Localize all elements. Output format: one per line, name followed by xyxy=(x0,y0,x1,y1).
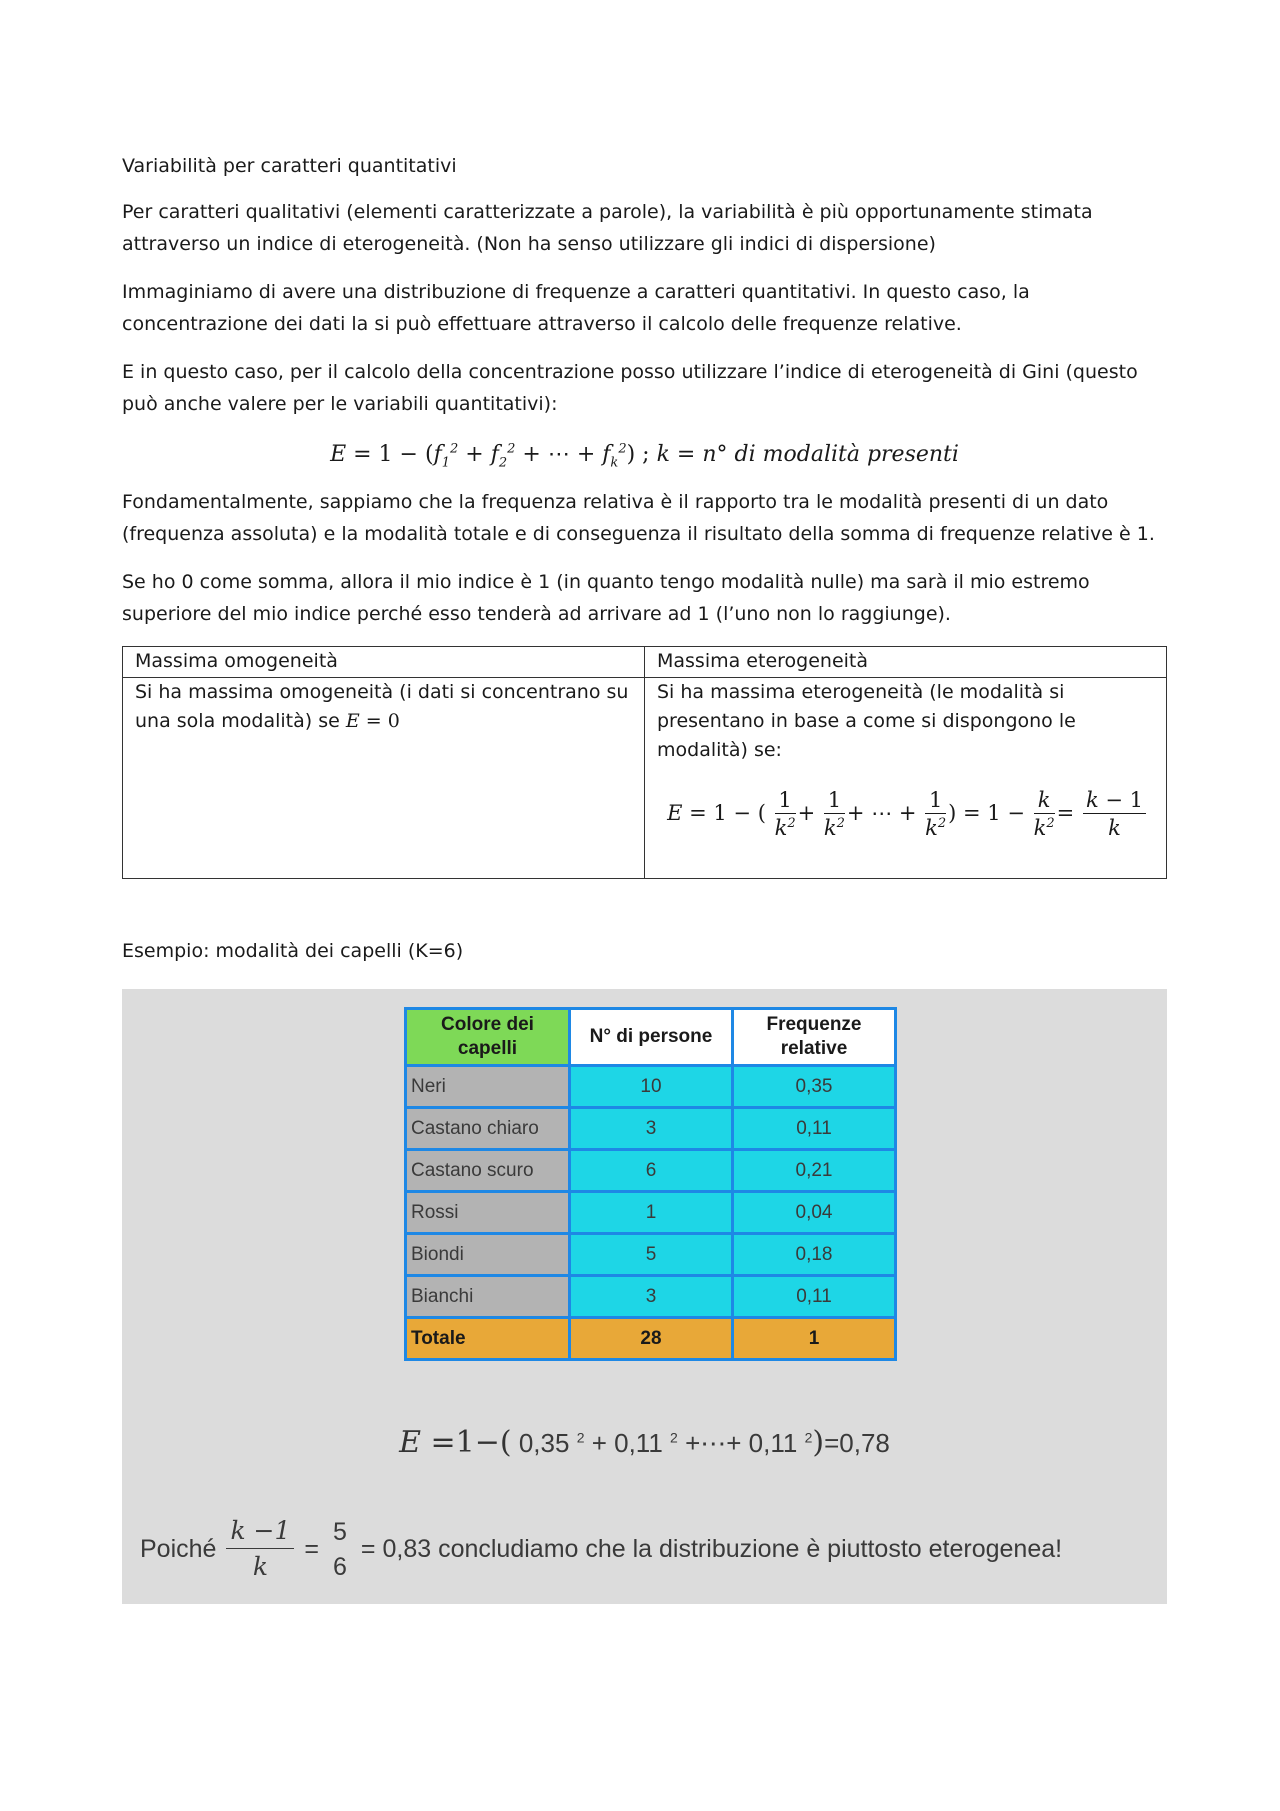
comparison-right-cell xyxy=(645,678,1167,879)
row-count: 3 xyxy=(570,1276,733,1318)
row-count: 10 xyxy=(570,1066,733,1108)
fraction-den: 6 xyxy=(333,1552,347,1581)
paragraph-relative-frequency: Fondamentalmente, sappiamo che la frequenza relativa è il rapporto tra le modalità presenti di un dato (frequenza assoluta) e la modalità totale e di conseguenza il risultato della somma di frequenze relative è 1. xyxy=(122,491,1155,545)
example-formula: E =1−( 0,35 $^2$ + 0,11 $^2$ +⋯+ 0,11 $^2$)=0,78 xyxy=(399,1425,890,1460)
total-count: 28 xyxy=(570,1318,733,1360)
example-title: Esempio: modalità dei capelli (K=6) xyxy=(122,940,464,962)
table-row xyxy=(406,1234,896,1276)
total-frequency: 1 xyxy=(733,1318,896,1360)
paragraph-qualitative: Per caratteri qualitativi (elementi caratterizzate a parole), la variabilità è più opportunamente stimata attraverso un indice di eterogeneità. (Non ha senso utilizzare gli indici di dispersione) xyxy=(122,201,1093,255)
row-count: 3 xyxy=(570,1108,733,1150)
row-label: Rossi xyxy=(406,1192,570,1234)
row-label: Castano scuro xyxy=(406,1150,570,1192)
row-frequency: 0,11 xyxy=(733,1276,896,1318)
row-label: Bianchi xyxy=(406,1276,570,1318)
comparison-left-body: Si ha massima omogeneità (i dati si concentrano su una sola modalità) se xyxy=(135,681,629,732)
comparison-right-header: Massima eterogeneità xyxy=(645,647,1167,678)
row-frequency: 0,18 xyxy=(733,1234,896,1276)
max-heterogeneity-formula: E = 1 − ( $\frac{1}{k^2}$ + $\frac{1}{k^2}$ + ⋯ + $\frac{1}{k^2}$ ) = 1 − $\frac{k}{k^2}$ = $\frac{k - 1}{k}$ xyxy=(657,787,1154,842)
header-colore: Colore dei capelli xyxy=(406,1009,570,1066)
gini-formula-tail: n° di modalità presenti xyxy=(702,442,959,467)
row-count: 6 xyxy=(570,1150,733,1192)
section-title: Variabilità per caratteri quantitativi xyxy=(122,155,457,177)
fraction-num: 5 xyxy=(333,1517,347,1546)
row-count: 5 xyxy=(570,1234,733,1276)
header-persone: N° di persone xyxy=(570,1009,733,1066)
row-frequency: 0,04 xyxy=(733,1192,896,1234)
omogeneity-condition: E = 0 xyxy=(345,710,400,732)
row-label: Castano chiaro xyxy=(406,1108,570,1150)
eq-result: =0,78 xyxy=(824,1428,890,1458)
comparison-right-body: Si ha massima eterogeneità (le modalità si presentano in base a come si dispongono le modalità) se: xyxy=(657,681,1076,761)
paragraph-upper-bound: Se ho 0 come somma, allora il mio indice è 1 (in quanto tengo modalità nulle) ma sarà il mio estremo superiore del mio indice perché esso tenderà ad arrivare ad 1 (l’uno non lo raggiunge). xyxy=(122,571,1090,625)
eq-term-first: 0,35 xyxy=(518,1428,570,1458)
gini-formula: $E = 1 - (f_1^2 + f_2^2$ + ⋯ + $f_k^2$) ; k = n° di modalità presenti xyxy=(330,441,959,471)
row-count: 1 xyxy=(570,1192,733,1234)
total-row xyxy=(406,1318,896,1360)
hair-color-table xyxy=(404,1007,897,1361)
k-fraction: $\frac{k -1}{k}$ xyxy=(226,1514,294,1585)
comparison-left-cell xyxy=(123,678,645,879)
total-label: Totale xyxy=(406,1318,570,1360)
example-image-panel xyxy=(122,989,1167,1604)
row-frequency: 0,35 xyxy=(733,1066,896,1108)
table-row xyxy=(406,1150,896,1192)
conclusion-line: Poiché $\frac{k -1}{k}$ = 5 6 = 0,83 concludiamo che la distribuzione è piuttosto eterogenea! xyxy=(140,1514,1062,1585)
table-row xyxy=(406,1192,896,1234)
table-row xyxy=(406,1066,896,1108)
eq-term-second: 0,11 xyxy=(614,1428,663,1458)
row-frequency: 0,11 xyxy=(733,1108,896,1150)
comparison-left-header: Massima omogeneità xyxy=(123,647,645,678)
row-frequency: 0,21 xyxy=(733,1150,896,1192)
paragraph-gini: E in questo caso, per il calcolo della concentrazione posso utilizzare l’indice di eterogeneità di Gini (questo può anche valere per le variabili quantitativi): xyxy=(122,361,1138,415)
conclusion-lead: Poiché xyxy=(140,1535,217,1563)
document-page xyxy=(122,150,1167,1604)
comparison-table xyxy=(122,646,1167,879)
conclusion-tail: = 0,83 concludiamo che la distribuzione è piuttosto eterogenea! xyxy=(360,1535,1063,1563)
value-fraction xyxy=(329,1515,351,1585)
row-label: Neri xyxy=(406,1066,570,1108)
paragraph-distribution: Immaginiamo di avere una distribuzione di frequenze a caratteri quantitativi. In questo caso, la concentrazione dei dati la si può effettuare attraverso il calcolo delle frequenze relative. xyxy=(122,281,1030,335)
eq-term-last: 0,11 xyxy=(748,1428,798,1458)
table-row xyxy=(406,1276,896,1318)
header-frequenze: Frequenze relative xyxy=(733,1009,896,1066)
row-label: Biondi xyxy=(406,1234,570,1276)
table-row xyxy=(406,1108,896,1150)
